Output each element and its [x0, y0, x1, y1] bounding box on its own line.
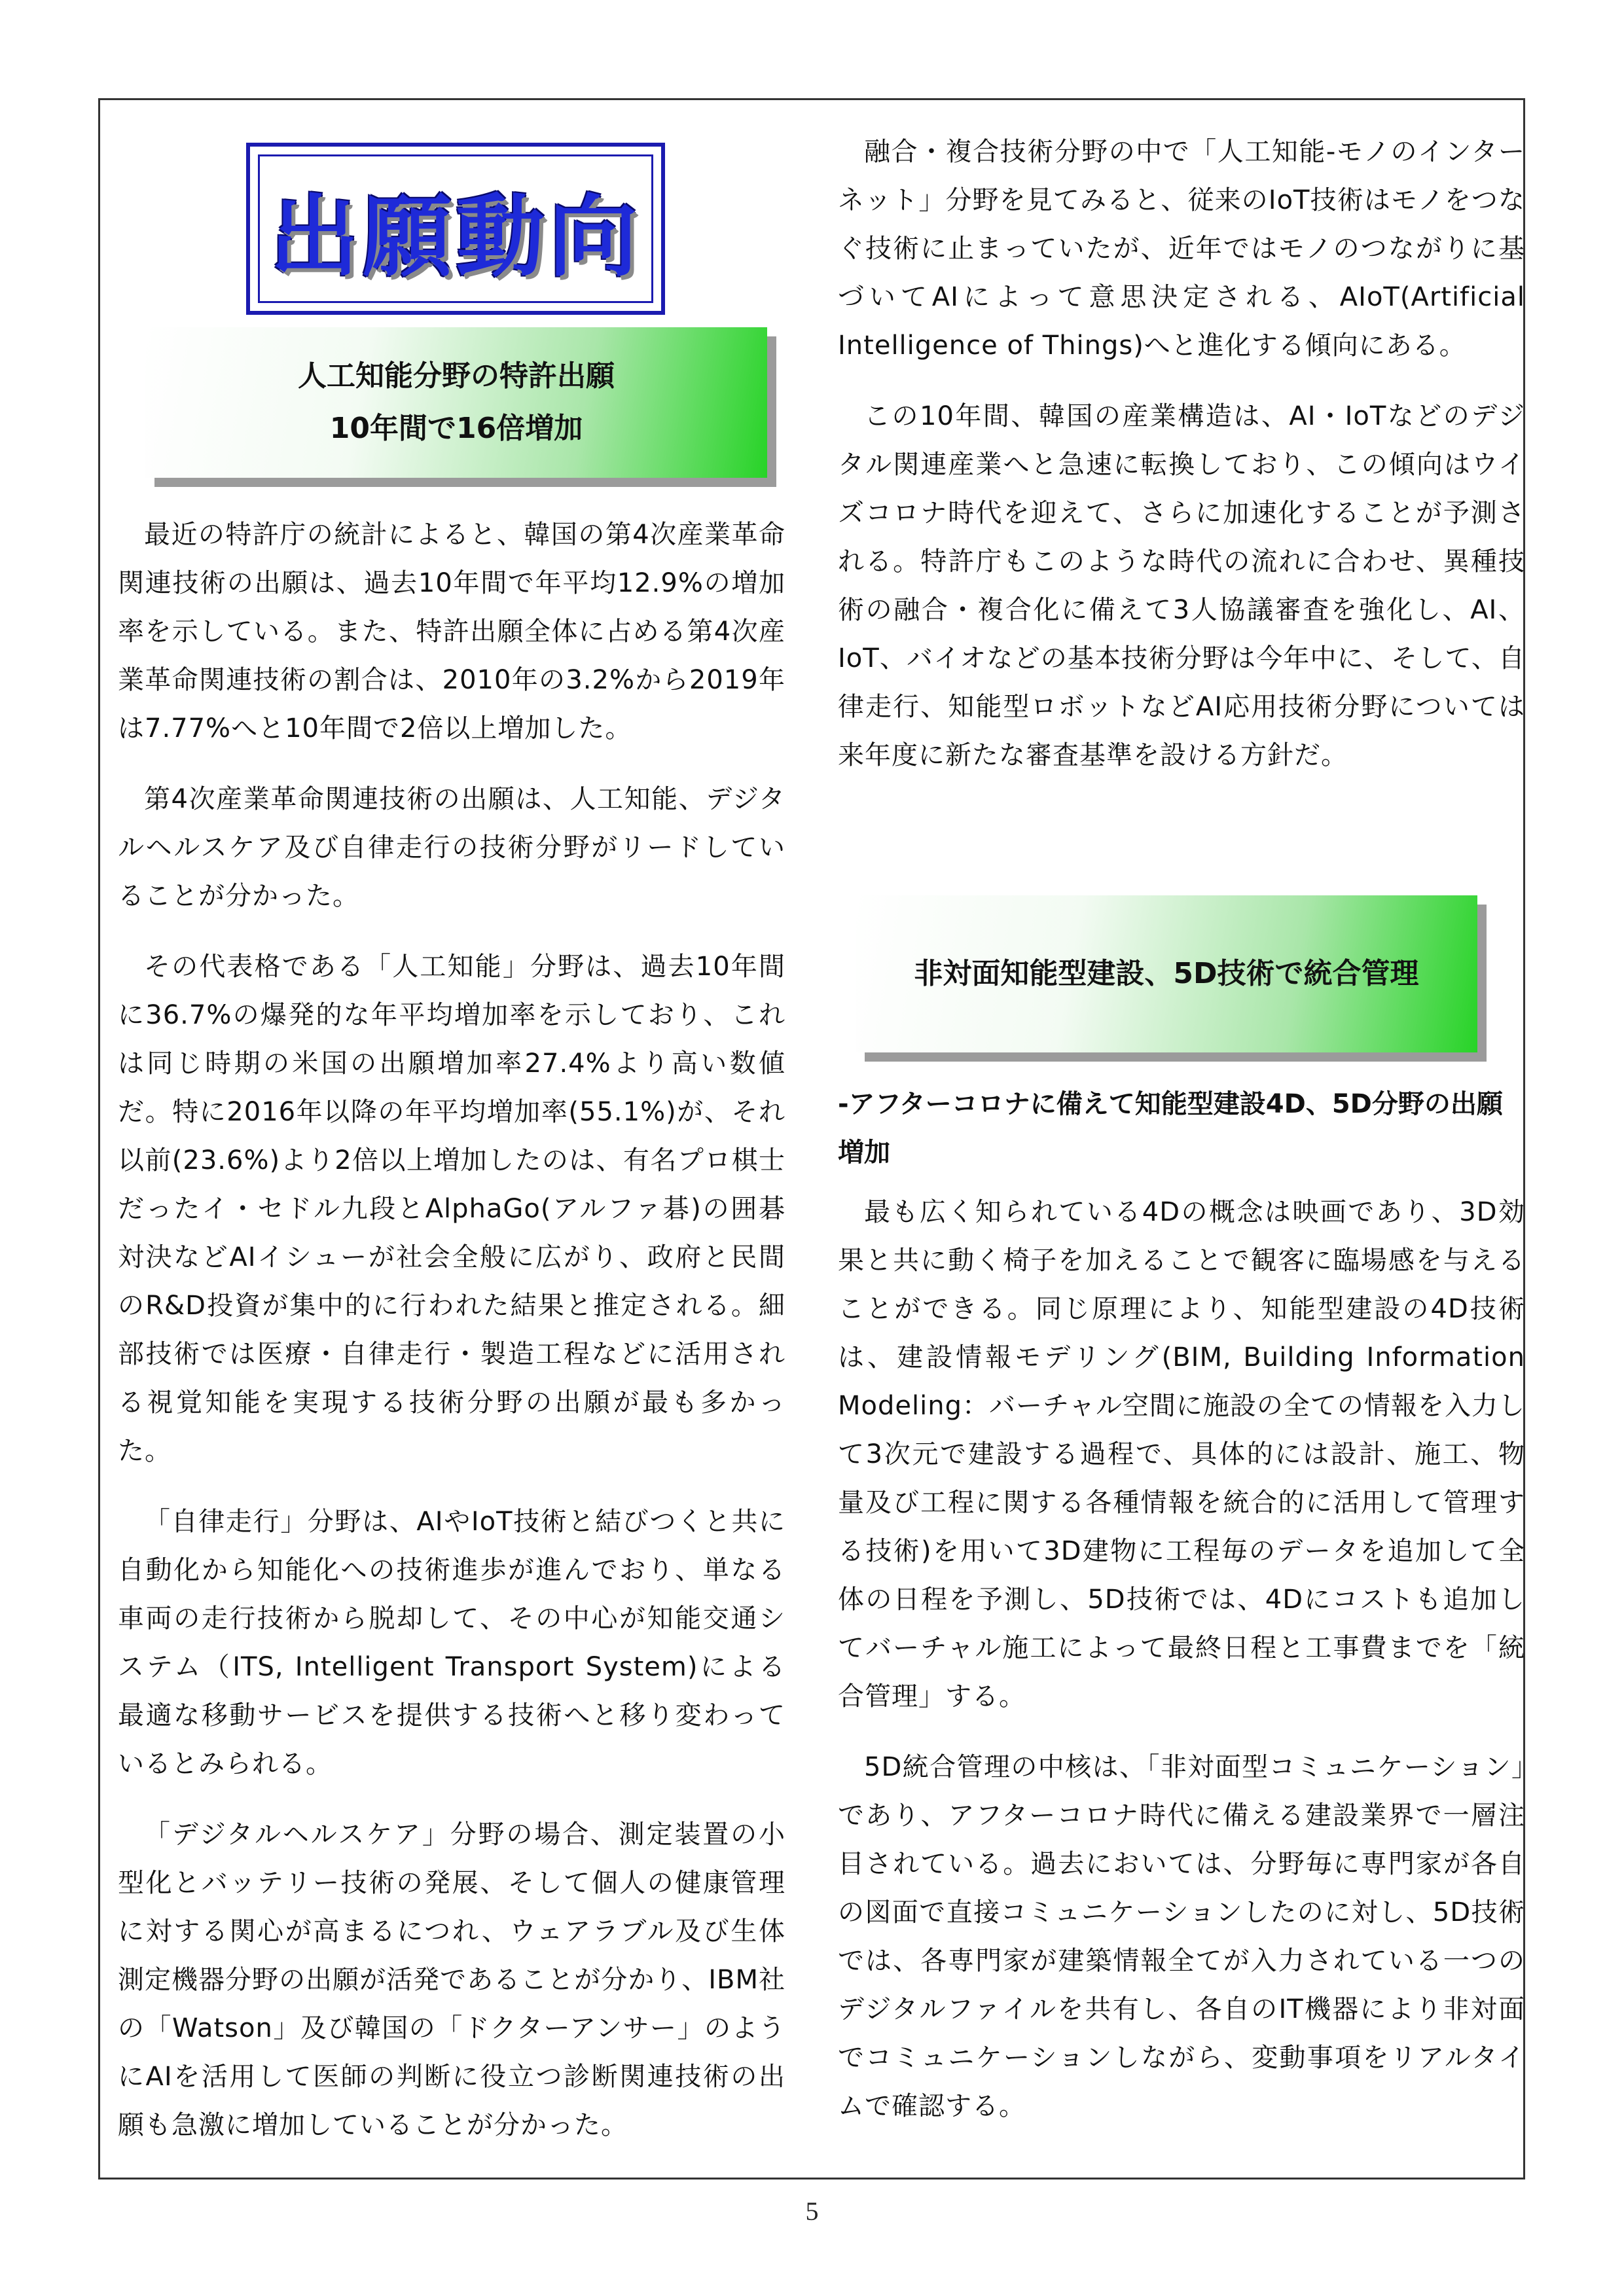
- title-banner-inner: [258, 154, 653, 303]
- section2-heading: 非対面知能型建設、5D技術で統合管理: [914, 957, 1419, 990]
- title-banner: [246, 143, 665, 315]
- section1-heading-box: [145, 327, 767, 478]
- section2-subheading: -アフターコロナに備えて知能型建設4D、5D分野の出願増加: [838, 1089, 1503, 1168]
- paragraph: 融合・複合技術分野の中で「人工知能-モノのインターネット」分野を見てみると、従来のIoT技術はモノをつなぐ技術に止まっていたが、近年ではモノのつながりに基づいてAIによって意思決定される、AIoT(Artificial Intelligence of Things)へと進化する傾向にある。: [838, 137, 1525, 361]
- section1-heading-line1: 人工知能分野の特許出願: [298, 359, 615, 393]
- right-column-top: [838, 128, 1525, 802]
- paragraph: 最近の特許庁の統計によると、韓国の第4次産業革命関連技術の出願は、過去10年間で年平均12.9%の増加率を示している。また、特許出願全体に占める第4次産業革命関連技術の割合は、2010年の3.2%から2019年は7.77%へと10年間で2倍以上増加した。: [118, 520, 785, 744]
- page-title: 出願動向: [270, 185, 641, 289]
- paragraph: 最も広く知られている4Dの概念は映画であり、3D効果と共に動く椅子を加えることで観客に臨場感を与えることができる。同じ原理により、知能型建設の4D技術は、建設情報モデリング(BIM, Building Information Modeling：バーチャル空間に施設の全ての情報を入力して3次元で建設する過程で、具体的には設計、施工、物量及び工程に関する各種情報を統合的に活用して管理する技術)を用いて3D建物に工程毎のデータを追加して全体の日程を予測し、5D技術では、4Dにコストも追加してバーチャル施工によって最終日程と工事費までを「統合管理」する。: [838, 1197, 1525, 1712]
- left-column: [118, 511, 785, 2172]
- paragraph: 5D統合管理の中核は、「非対面型コミュニケーション」であり、アフターコロナ時代に備える建設業界で一層注目されている。過去においては、分野毎に専門家が各自の図面で直接コミュニケーションしたのに対し、5D技術では、各専門家が建築情報全てが入力されている一つのデジタルファイルを共有し、各自のIT機器により非対面でコミュニケーションしながら、変動事項をリアルタイムで確認する。: [838, 1752, 1525, 2121]
- paragraph: 第4次産業革命関連技術の出願は、人工知能、デジタルヘルスケア及び自律走行の技術分野がリードしていることが分かった。: [118, 784, 785, 911]
- right-column-bottom: [838, 1188, 1525, 2153]
- page-number: 5: [805, 2197, 819, 2226]
- section1-heading-line2: 10年間で16倍増加: [329, 412, 583, 445]
- paragraph: この10年間、韓国の産業構造は、AI・IoTなどのデジタル関連産業へと急速に転換しており、この傾向はウイズコロナ時代を迎えて、さらに加速化することが予測される。特許庁もこのような時代の流れに合わせ、異種技術の融合・複合化に備えて3人協議審査を強化し、AI、IoT、バイオなどの基本技術分野は今年中に、そして、自律走行、知能型ロボットなどAI応用技術分野については来年度に新たな審査基準を設ける方針だ。: [838, 401, 1525, 770]
- paragraph: その代表格である「人工知能」分野は、過去10年間に36.7%の爆発的な年平均増加率を示しており、これは同じ時期の米国の出願増加率27.4%より高い数値だ。特に2016年以降の年平均増加率(55.1%)が、それ以前(23.6%)より2倍以上増加したのは、有名プロ棋士だったイ・セドル九段とAlphaGo(アルファ碁)の囲碁対決などAIイシューが社会全般に広がり、政府と民間のR&D投資が集中的に行われた結果と推定される。細部技術では医療・自律走行・製造工程などに活用される視覚知能を実現する技術分野の出願が最も多かった。: [118, 952, 785, 1466]
- paragraph: 「自律走行」分野は、AIやIoT技術と結びつくと共に自動化から知能化への技術進歩が進んでおり、単なる車両の走行技術から脱却して、その中心が知能交通システム（ITS, Intelligent Transport System)による最適な移動サービスを提供する技術へと移り変わっているとみられる。: [118, 1507, 785, 1779]
- paragraph: 「デジタルヘルスケア」分野の場合、測定装置の小型化とバッテリー技術の発展、そして個人の健康管理に対する関心が高まるにつれ、ウェアラブル及び生体測定機器分野の出願が活発であることが分かり、IBM社の「Watson」及び韓国の「ドクターアンサー」のようにAIを活用して医師の判断に役立つ診断関連技術の出願も急激に増加していることが分かった。: [118, 1820, 785, 2140]
- section2-heading-box: [856, 895, 1477, 1052]
